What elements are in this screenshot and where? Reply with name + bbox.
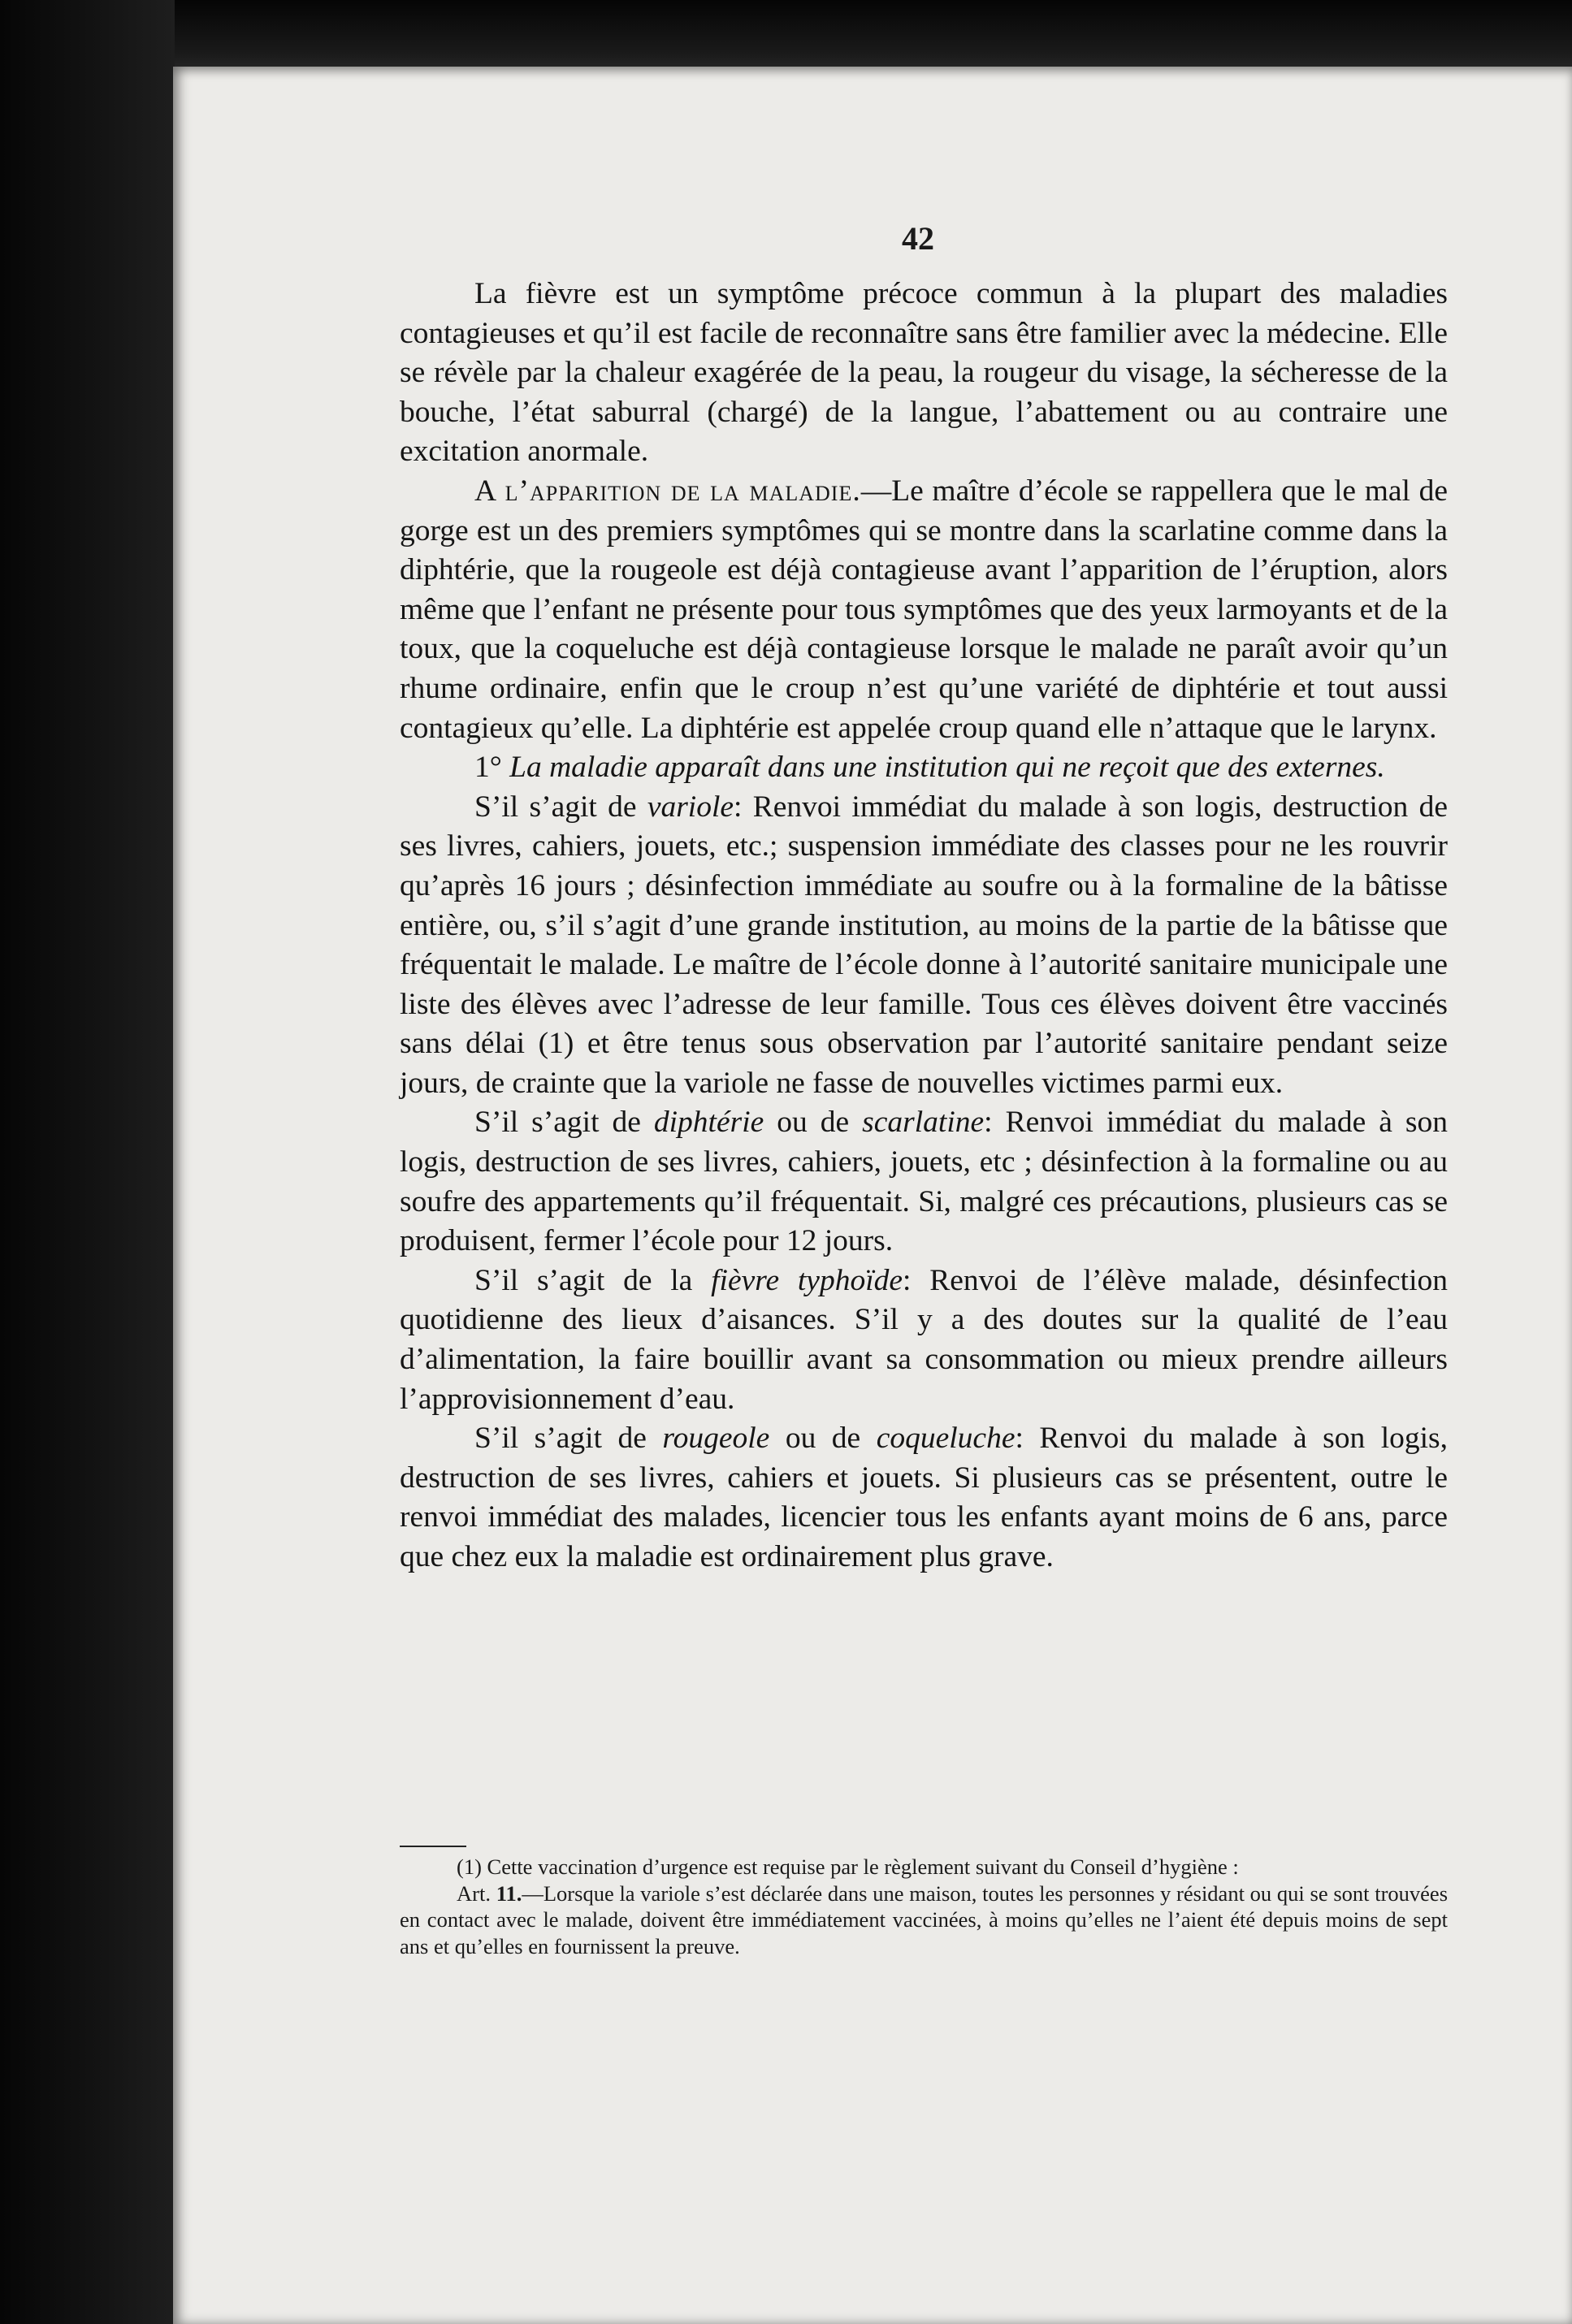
disease-name: coqueluche: [876, 1422, 1016, 1456]
section-title: [400, 748, 1448, 788]
paragraph-text: : Renvoi immédiat du malade à son logis, destruction de ses livres, cahiers, jouets, etc ; désinfection à la formaline ou au soufre des appartements qu’il fréquentait. Si, malgré ces précautions, plusieurs cas se produisent, fermer l’école pour 12 jours.: [400, 1106, 1449, 1258]
paragraph-rougeole: [400, 1419, 1448, 1577]
article-text: —Lorsque la variole s’est déclarée dans une maison, toutes les personnes y résidant ou qui se sont trouvées en contact avec le malade, doivent être immédiatement vaccinées, à moins qu’elles ne l’aient été depuis moins de sept ans et qu’elles en fournissent la preuve.: [400, 1880, 1449, 1958]
paragraph-intro: S’il s’agit de: [474, 790, 637, 824]
paragraph-connector: ou de: [785, 1422, 861, 1456]
footnote-1: (1) Cette vaccination d’urgence est requise par le règlement suivant du Conseil d’hygiène :: [457, 1854, 1239, 1879]
footnote-article: [400, 1880, 1448, 1960]
section-number: 1°: [474, 751, 502, 785]
paragraph-onset-text: —Le maître d’école se rappellera que le mal de gorge est un des premiers symptômes qui se montre dans la scarlatine comme dans la diphtérie, que la rougeole est déjà contagieuse avant l’apparition de l’éruption, alors même que l’enfant ne présente pour tous symptômes que des yeux larmoyants et de la toux, que la coqueluche est déjà contagieuse lorsque le malade ne paraît avoir qu’un rhume ordinaire, enfin que le croup n’est qu’une variété de diphtérie et tout aussi contagieux qu’elle. La diphtérie est appelée croup quand elle n’attaque que le larynx.: [400, 474, 1448, 745]
paragraph-connector: ou de: [777, 1106, 850, 1140]
paragraph-diphterie: [400, 1103, 1448, 1261]
page-body: [400, 275, 1448, 1577]
paragraph-text: : Renvoi immédiat du malade à son logis, destruction de ses livres, cahiers, jouets, etc.; suspension immédiate des classes pour ne les rouvrir qu’après 16 jours ; désinfection immédiate au soufre ou à la formaline de la bâtisse entière, ou, s’il s’agit d’une grande institution, au moins de la partie de la bâtisse que fréquentait le malade. Le maître de l’école donne à l’autorité sanitaire municipale une liste des élèves avec l’adresse de leur famille. Tous ces élèves doivent être vaccinés sans délai (1) et être tenus sous observation par l’autorité sanitaire pendant seize jours, de crainte que la variole ne fasse de nouvelles victimes parmi eux.: [400, 790, 1448, 1100]
paragraph-text: : Renvoi du malade à son logis, destruction de ses livres, cahiers et jouets. Si plusieurs cas se présentent, outre le renvoi immédiat des malades, licencier tous les enfants ayant moins de 6 ans, parce que chez eux la maladie est ordinairement plus grave.: [400, 1422, 1449, 1573]
scan-border-top: [0, 0, 1572, 77]
paragraph-onset: [400, 472, 1448, 748]
scan-border-left: [0, 0, 175, 2324]
page-number: 42: [902, 220, 934, 257]
section-heading: A l’apparition de la maladie.: [474, 474, 861, 508]
footnote-divider: [400, 1846, 466, 1847]
disease-name: scarlatine: [862, 1106, 985, 1140]
disease-name: diphtérie: [653, 1106, 764, 1140]
paragraph-intro: S’il s’agit de la: [474, 1263, 693, 1297]
section-title-text: La maladie apparaît dans une institution qui ne reçoit que des externes.: [509, 751, 1385, 785]
disease-name: fièvre typhoïde: [711, 1263, 903, 1297]
paragraph-variole: [400, 788, 1448, 1104]
paragraph-intro: S’il s’agit de: [474, 1422, 647, 1456]
paragraph-fever: La fièvre est un symptôme précoce commun à la plupart des maladies contagieuses et qu’il est facile de reconnaître sans être familier avec la médecine. Elle se révèle par la chaleur exagérée de la peau, la rougeur du visage, la sécheresse de la bouche, l’état saburral (chargé) de la langue, l’abattement ou au contraire une excitation anormale.: [400, 277, 1448, 469]
footnotes: [400, 1854, 1448, 1959]
disease-name: rougeole: [662, 1422, 770, 1456]
paragraph-text: : Renvoi de l’élève malade, désinfection quotidienne des lieux d’aisances. S’il y a des doutes sur la qualité de l’eau d’alimentation, la faire bouillir avant sa consommation ou mieux prendre ailleurs l’approvisionnement d’eau.: [400, 1263, 1449, 1416]
article-label: Art.: [457, 1880, 491, 1906]
disease-name: variole: [647, 790, 734, 824]
paragraph-typhoide: [400, 1262, 1448, 1419]
paragraph-intro: S’il s’agit de: [474, 1106, 641, 1140]
article-number: 11.: [496, 1880, 522, 1906]
